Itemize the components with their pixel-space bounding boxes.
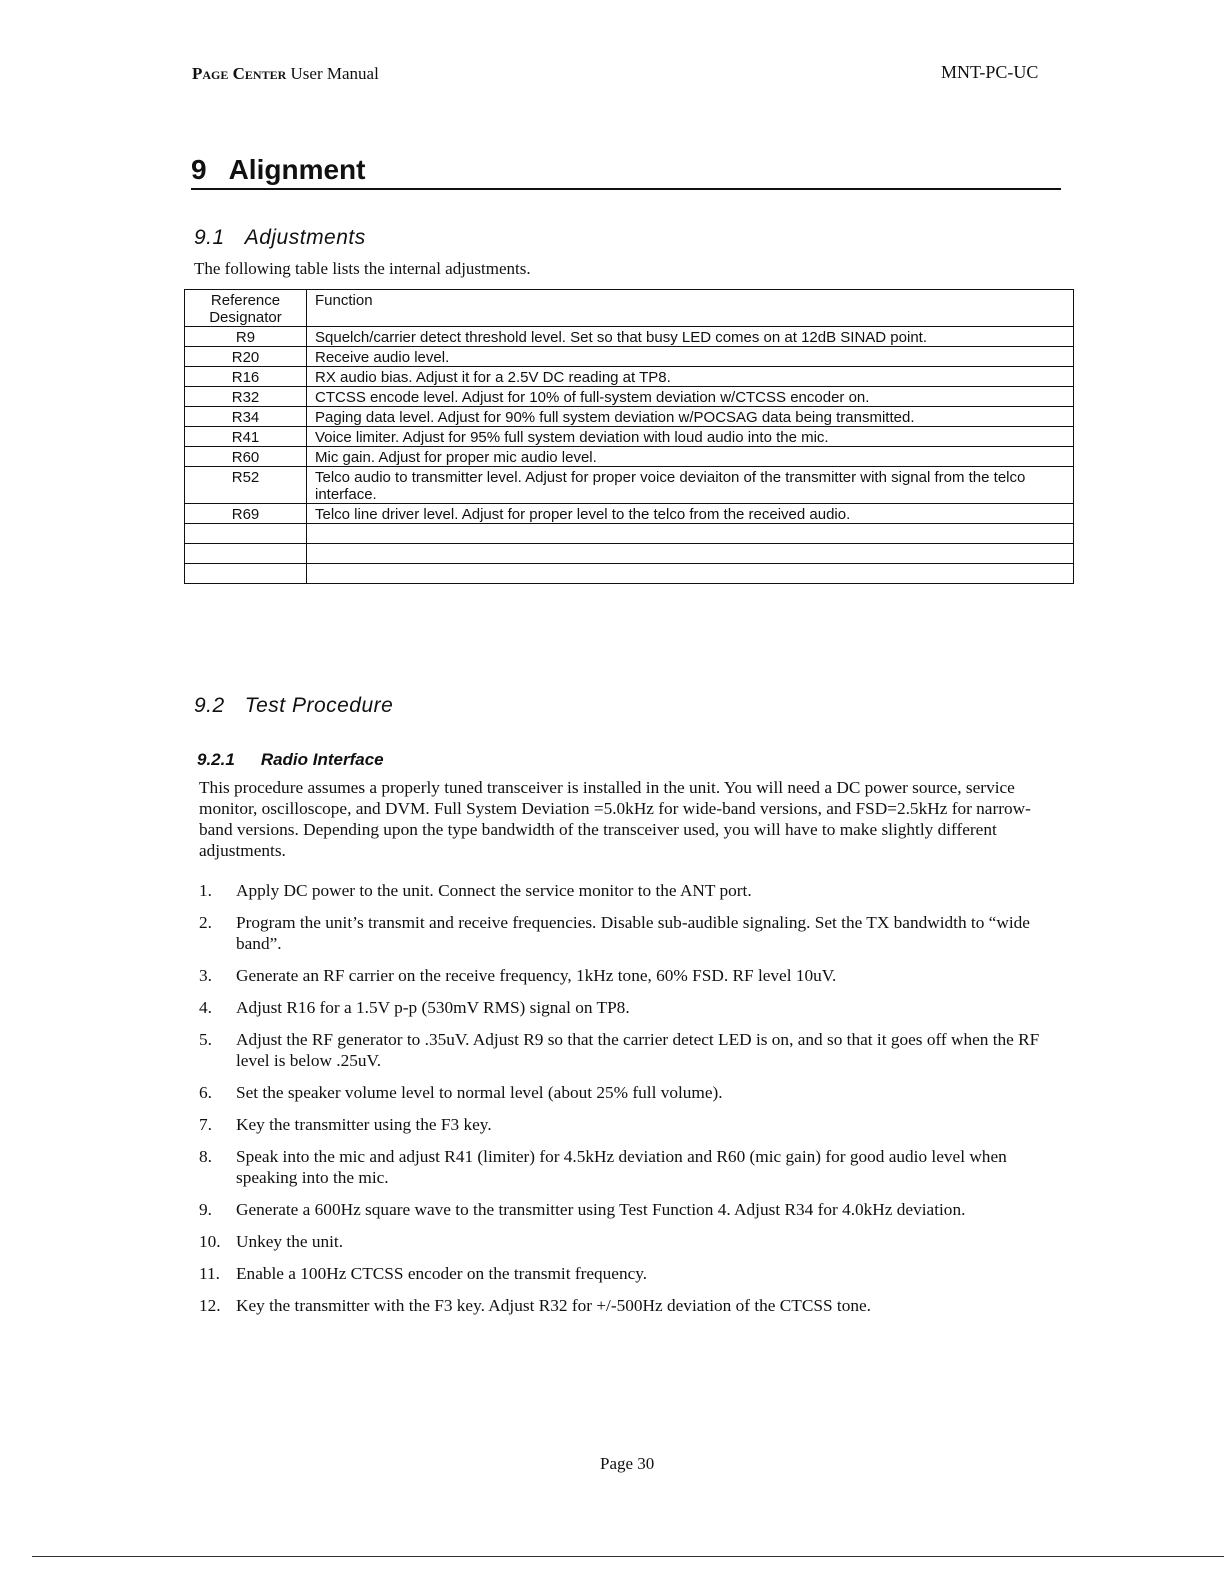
step-text: Set the speaker volume level to normal level (about 25% full volume). xyxy=(236,1083,723,1102)
section-title: Test Procedure xyxy=(244,694,394,717)
subsection-number: 9.2.1 xyxy=(197,750,235,769)
ref-cell: R69 xyxy=(185,504,307,524)
function-cell: CTCSS encode level. Adjust for 10% of full-system deviation w/CTCSS encoder on. xyxy=(307,387,1074,407)
step-text: Generate an RF carrier on the receive frequency, 1kHz tone, 60% FSD. RF level 10uV. xyxy=(236,966,837,985)
function-cell: Voice limiter. Adjust for 95% full system deviation with loud audio into the mic. xyxy=(307,427,1074,447)
list-item xyxy=(199,1263,1069,1284)
step-number: 5. xyxy=(199,1030,212,1049)
function-cell xyxy=(307,544,1074,564)
procedure-steps xyxy=(199,880,1069,1327)
step-number: 11. xyxy=(199,1264,220,1283)
function-cell: Mic gain. Adjust for proper mic audio level. xyxy=(307,447,1074,467)
step-number: 9. xyxy=(199,1200,212,1219)
step-text: Speak into the mic and adjust R41 (limiter) for 4.5kHz deviation and R60 (mic gain) for good audio level when speaking into the mic. xyxy=(236,1147,1007,1187)
product-name: Page Center xyxy=(192,64,287,83)
ref-cell: R41 xyxy=(185,427,307,447)
ref-cell: R52 xyxy=(185,467,307,504)
step-number: 8. xyxy=(199,1147,212,1166)
step-number: 6. xyxy=(199,1083,212,1102)
step-text: Program the unit’s transmit and receive frequencies. Disable sub-audible signaling. Set the TX bandwidth to “wide band”. xyxy=(236,913,1030,953)
subsection-title: Radio Interface xyxy=(260,750,384,769)
table-row-empty xyxy=(185,544,1074,564)
table-header-row xyxy=(185,290,1074,327)
ref-cell: R34 xyxy=(185,407,307,427)
table-row xyxy=(185,427,1074,447)
list-item xyxy=(199,1199,1069,1220)
ref-cell: R20 xyxy=(185,347,307,367)
step-text: Adjust R16 for a 1.5V p-p (530mV RMS) signal on TP8. xyxy=(236,998,630,1017)
table-row xyxy=(185,447,1074,467)
step-number: 3. xyxy=(199,966,212,985)
list-item xyxy=(199,1082,1069,1103)
header-function: Function xyxy=(307,290,1074,327)
step-text: Generate a 600Hz square wave to the transmitter using Test Function 4. Adjust R34 for 4.0kHz deviation. xyxy=(236,1200,966,1219)
bottom-divider xyxy=(32,1556,1224,1557)
list-item xyxy=(199,1146,1069,1188)
list-item xyxy=(199,912,1069,954)
list-item xyxy=(199,1114,1069,1135)
table-row xyxy=(185,407,1074,427)
chapter-number: 9 xyxy=(191,154,207,185)
step-number: 4. xyxy=(199,998,212,1017)
chapter-title: Alignment xyxy=(228,154,366,185)
section-heading-adjustments xyxy=(194,226,366,250)
chapter-heading xyxy=(191,154,1061,190)
list-item xyxy=(199,965,1069,986)
list-item xyxy=(199,997,1069,1018)
step-text: Unkey the unit. xyxy=(236,1232,344,1251)
step-number: 2. xyxy=(199,913,212,932)
table-intro: The following table lists the internal adjustments. xyxy=(194,259,531,278)
ref-cell xyxy=(185,524,307,544)
step-number: 12. xyxy=(199,1296,221,1315)
manual-label: User Manual xyxy=(286,64,379,83)
list-item xyxy=(199,1295,1069,1316)
table-row xyxy=(185,367,1074,387)
table-row xyxy=(185,467,1074,504)
section-number: 9.2 xyxy=(194,694,225,717)
step-number: 1. xyxy=(199,881,212,900)
list-item xyxy=(199,1029,1069,1071)
step-text: Key the transmitter with the F3 key. Adjust R32 for +/-500Hz deviation of the CTCSS tone. xyxy=(236,1296,871,1315)
step-text: Enable a 100Hz CTCSS encoder on the transmit frequency. xyxy=(236,1264,648,1283)
ref-cell: R60 xyxy=(185,447,307,467)
function-cell: Telco audio to transmitter level. Adjust for proper voice deviaiton of the transmitter with signal from the telco interface. xyxy=(307,467,1074,504)
table-row xyxy=(185,327,1074,347)
step-number: 10. xyxy=(199,1232,221,1251)
document-id: MNT-PC-UC xyxy=(941,62,1039,82)
running-header-title xyxy=(192,64,379,84)
table-row xyxy=(185,347,1074,367)
header-reference-designator: Reference Designator xyxy=(185,290,307,327)
procedure-paragraph: This procedure assumes a properly tuned transceiver is installed in the unit. You will need a DC power source, service monitor, oscilloscope, and DVM. Full System Deviation =5.0kHz for wide-band versions, and FSD=2.5kHz for narrow-band versions. Depending upon the type bandwidth of the transceiver used, you will have to make slightly different adjustments. xyxy=(199,778,1031,860)
ref-cell: R32 xyxy=(185,387,307,407)
function-cell: RX audio bias. Adjust it for a 2.5V DC reading at TP8. xyxy=(307,367,1074,387)
ref-cell: R9 xyxy=(185,327,307,347)
function-cell xyxy=(307,524,1074,544)
page-number: Page 30 xyxy=(600,1454,655,1473)
table-row-empty xyxy=(185,564,1074,584)
step-text: Adjust the RF generator to .35uV. Adjust R9 so that the carrier detect LED is on, and so that it goes off when the RF level is below .25uV. xyxy=(236,1030,1040,1070)
section-heading-test-procedure xyxy=(194,694,393,718)
table-row-empty xyxy=(185,524,1074,544)
function-cell: Telco line driver level. Adjust for proper level to the telco from the received audio. xyxy=(307,504,1074,524)
section-title: Adjustments xyxy=(244,226,366,249)
ref-cell xyxy=(185,544,307,564)
function-cell: Receive audio level. xyxy=(307,347,1074,367)
step-text: Key the transmitter using the F3 key. xyxy=(236,1115,492,1134)
function-cell xyxy=(307,564,1074,584)
step-number: 7. xyxy=(199,1115,212,1134)
section-number: 9.1 xyxy=(194,226,225,249)
ref-cell: R16 xyxy=(185,367,307,387)
adjustments-table xyxy=(184,289,1074,584)
table-row xyxy=(185,387,1074,407)
ref-cell xyxy=(185,564,307,584)
step-text: Apply DC power to the unit. Connect the service monitor to the ANT port. xyxy=(236,881,752,900)
table-row xyxy=(185,504,1074,524)
subsection-heading-radio-interface xyxy=(197,750,384,770)
function-cell: Paging data level. Adjust for 90% full system deviation w/POCSAG data being transmitted. xyxy=(307,407,1074,427)
list-item xyxy=(199,880,1069,901)
function-cell: Squelch/carrier detect threshold level. Set so that busy LED comes on at 12dB SINAD point. xyxy=(307,327,1074,347)
list-item xyxy=(199,1231,1069,1252)
